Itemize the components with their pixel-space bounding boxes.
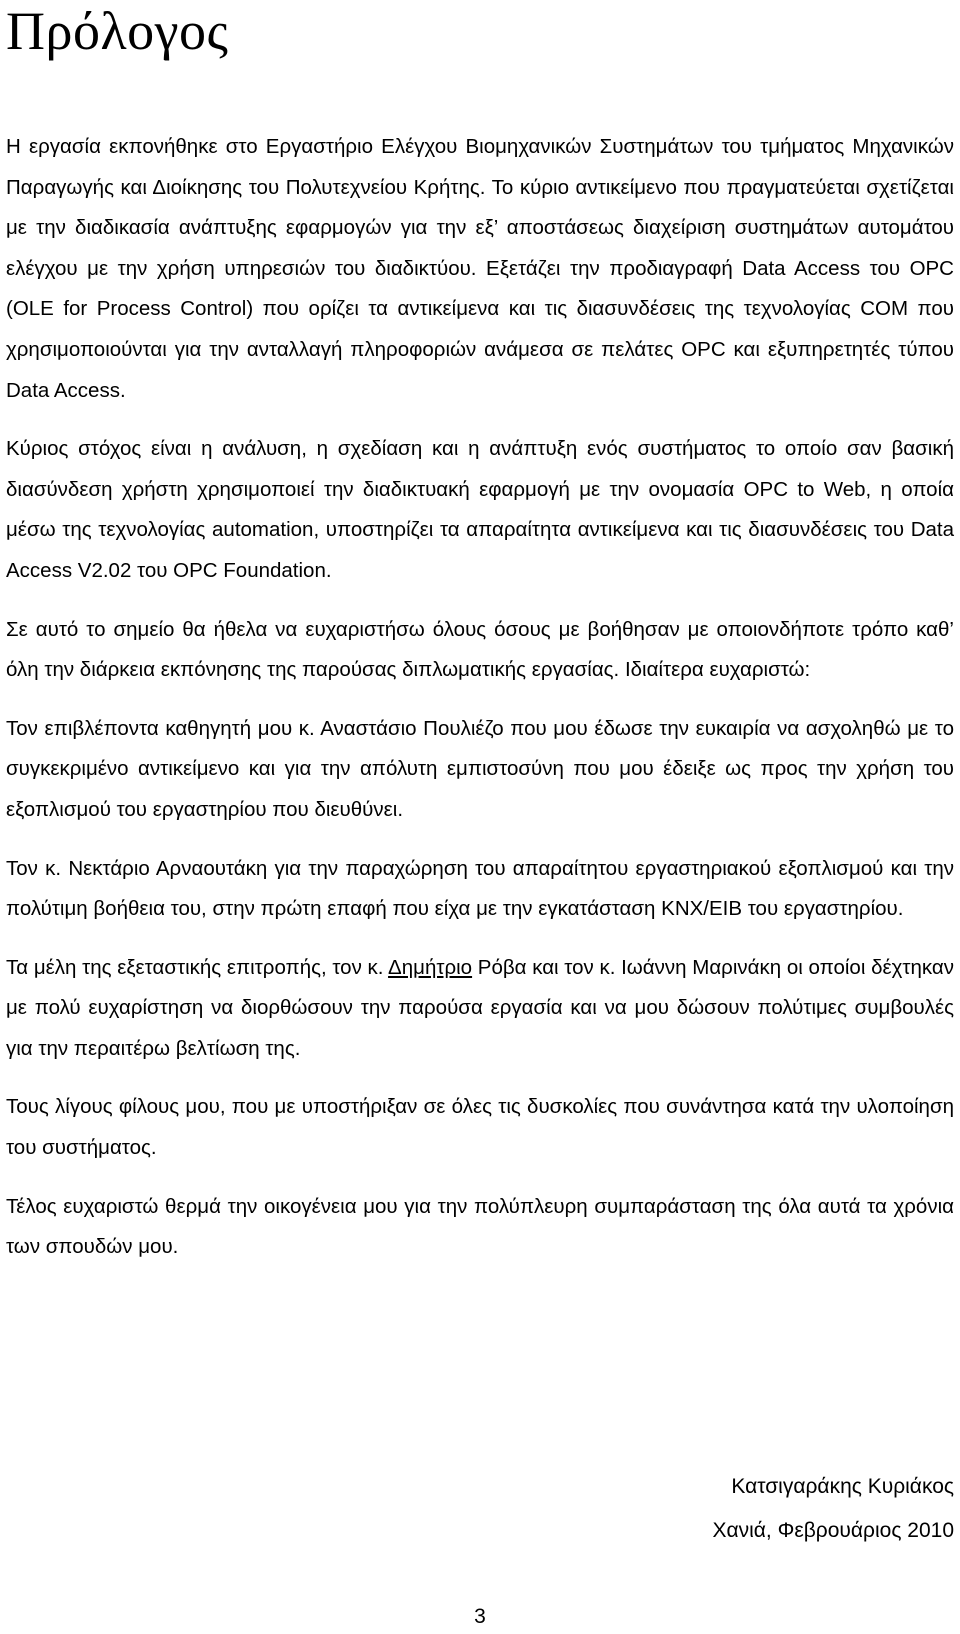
page-number: 3	[474, 1605, 486, 1628]
place-date: Χανιά, Φεβρουάριος 2010	[712, 1519, 954, 1542]
paragraph-family: Τέλος ευχαριστώ θερμά την οικογένεια μου για την πολύπλευρη συμπαράσταση της όλα αυτά τα χρόνια των σπουδών μου.	[6, 1194, 954, 1259]
paragraph-committee	[6, 948, 954, 1070]
paragraph-supervisor: Τον επιβλέποντα καθηγητή μου κ. Αναστάσιο Πουλιέζο που μου έδωσε την ευκαιρία να ασχοληθώ με το συγκεκριμένο αντικείμενο και για την απόλυτη εμπιστοσύνη που μου έδειξε ως προς την χρήση του εξοπλισμού του εργαστηρίου που διευθύνει.	[6, 716, 954, 821]
signature-block	[712, 1465, 954, 1553]
paragraph-intro: Η εργασία εκπονήθηκε στο Εργαστήριο Ελέγχου Βιομηχανικών Συστημάτων του τμήματος Μηχανικών Παραγωγής και Διοίκησης του Πολυτεχνείου Κρήτης. Το κύριο αντικείμενο που πραγματεύεται σχετίζεται με την διαδικασία ανάπτυξης εφαρμογών για την εξ’ αποστάσεως διαχείριση συστημάτων αυτομάτου ελέγχου με την χρήση υπηρεσιών του διαδικτύου. Εξετάζει την προδιαγραφή Data Access του OPC (OLE for Process Control) που ορίζει τα αντικείμενα και τις διασυνδέσεις της τεχνολογίας COM που χρησιμοποιούνται για την ανταλλαγή πληροφοριών ανάμεσα σε πελάτες OPC και εξυπηρετητές τύπου Data Access.	[6, 135, 954, 402]
paragraph-lab-assistant: Τον κ. Νεκτάριο Αρναουτάκη για την παραχώρηση του απαραίτητου εργαστηριακού εξοπλισμού και την πολύτιμη βοήθεια του, στην πρώτη επαφή που είχα με την εγκατάσταση KNX/EIB του εργαστηρίου.	[6, 856, 954, 921]
page-title: Πρόλογος	[6, 1, 229, 61]
document-body	[6, 127, 954, 1286]
author-name: Κατσιγαράκης Κυριάκος	[731, 1475, 954, 1498]
underlined-name: Δημήτριο	[388, 955, 473, 979]
committee-text-end: Ρόβα και τον κ. Ιωάννη Μαρινάκη οι οποίοι δέχτηκαν με πολύ ευχαρίστηση να διορθώσουν την παρούσα εργασία και να μου δώσουν πολύτιμες συμβουλές για την περαιτέρω βελτίωση της.	[6, 955, 954, 1060]
paragraph-friends: Τους λίγους φίλους μου, που με υποστήριξαν σε όλες τις δυσκολίες που συνάντησα κατά την υλοποίηση του συστήματος.	[6, 1095, 954, 1160]
paragraph-thanks-intro: Σε αυτό το σημείο θα ήθελα να ευχαριστήσω όλους όσους με βοήθησαν με οποιονδήποτε τρόπο καθ’ όλη την διάρκεια εκπόνησης της παρούσας διπλωματικής εργασίας. Ιδιαίτερα ευχαριστώ:	[6, 617, 954, 682]
paragraph-goal: Κύριος στόχος είναι η ανάλυση, η σχεδίαση και η ανάπτυξη ενός συστήματος το οποίο σαν βασική διασύνδεση χρήστη χρησιμοποιεί την διαδικτυακή εφαρμογή με την ονομασία OPC to Web, η οποία μέσω της τεχνολογίας automation, υποστηρίζει τα απαραίτητα αντικείμενα και τις διασυνδέσεις του Data Access V2.02 του OPC Foundation.	[6, 437, 954, 582]
committee-text-start: Τα μέλη της εξεταστικής επιτροπής, τον κ.	[6, 955, 389, 979]
